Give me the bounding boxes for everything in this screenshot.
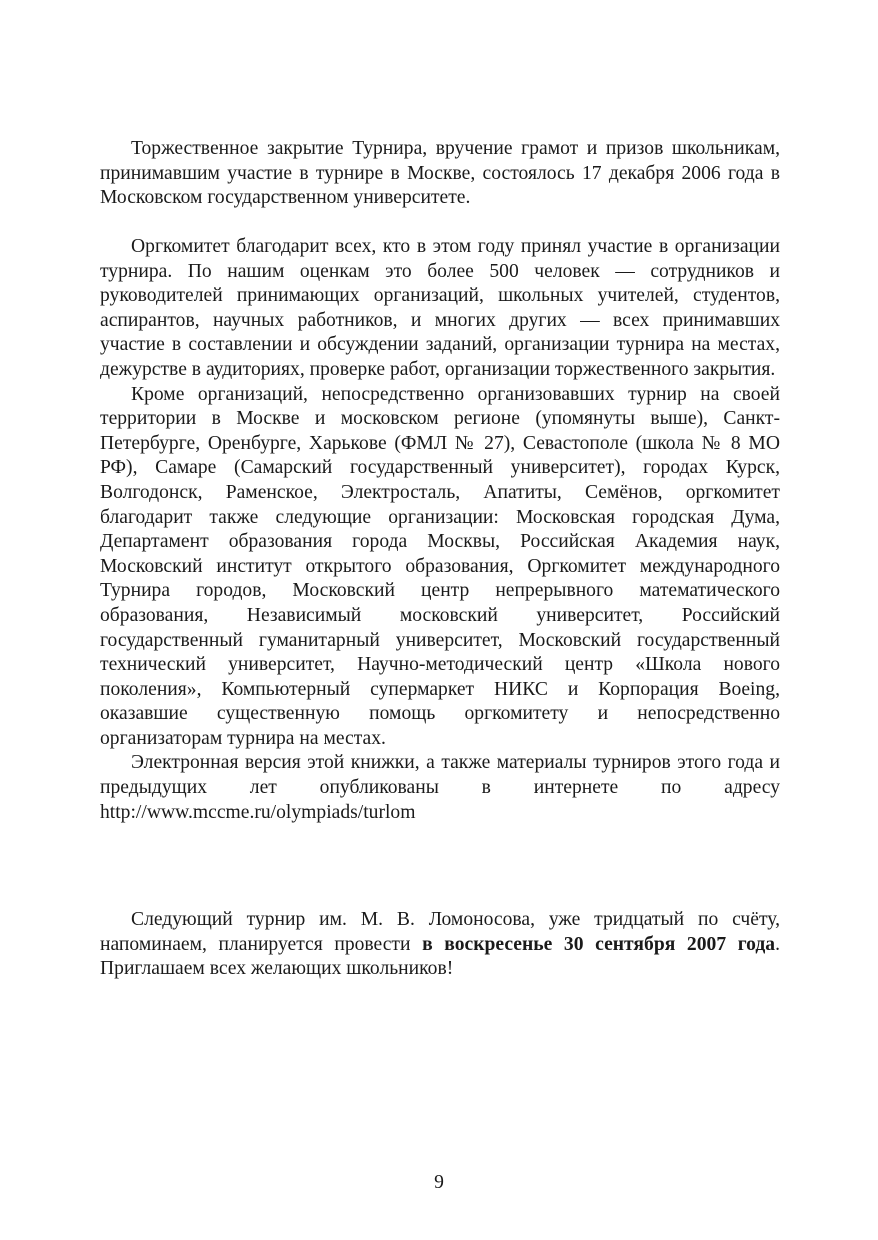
closing-ceremony-paragraph: Торжественное закрытие Турнира, вручение грамот и призов школьникам, принимавшим участие в турнире в Москве, состоялось 17 декабря 2006 года в Московском государственном университете. xyxy=(100,138,780,209)
acknowledgements-section xyxy=(100,235,780,825)
closing-ceremony-section xyxy=(100,137,780,211)
page-number: 9 xyxy=(434,1172,444,1193)
electronic-version-text: Электронная версия этой книжки, а также материалы турниров этого года и предыдущих лет опубликованы в интернете по адресу xyxy=(100,752,780,799)
next-tournament-paragraph xyxy=(100,908,780,982)
next-tournament-intro: Следующий турнир им. М. В. Ломоносова, уже тридцатый по счёту, напоминаем, планируется провести xyxy=(100,909,780,955)
next-tournament-section xyxy=(100,908,780,982)
electronic-version-paragraph xyxy=(100,751,780,825)
acknowledgements-paragraph-organizations: Кроме организаций, непосредственно организовавших турнир на своей территории в Москве и московском регионе (упомянуты выше), Санкт-Петербурге, Оренбурге, Харькове (ФМЛ № 27), Севастополе (школа № 8 МО РФ), Самаре (Самарский государственный университет), городах Курск, Волгодонск, Раменское, Электросталь, Апатиты, Семёнов, оргкомитет благодарит также следующие организации: Московская городская Дума, Департамент образования города Москвы, Российская Академия наук, Московский институт открытого образования, Оргкомитет международного Турнира городов, Московский центр непрерывного математического образования, Независимый московский университет, Российский государственный гуманитарный университет, Московский государственный технический университет, Научно-методический центр «Школа нового поколения», Компьютерный супермаркет НИКС и Корпорация Boeing, оказавшие существенную помощь оргкомитету и непосредственно организаторам турнира на местах. xyxy=(100,383,780,749)
website-url: http://www.mccme.ru/olympiads/turlom xyxy=(100,801,416,823)
next-tournament-outro: . Приглашаем всех желающих школьников! xyxy=(100,933,780,980)
acknowledgements-paragraph-volunteers: Оргкомитет благодарит всех, кто в этом году принял участие в организации турнира. По нашим оценкам это более 500 человек — сотрудников и руководителей принимающих организаций, школьных учителей, студентов, аспирантов, научных работников, и многих других — всех принимавших участие в составлении и обсуждении заданий, организации турнира на местах, дежурстве в аудиториях, проверке работ, организации торжественного закрытия. xyxy=(100,236,780,380)
next-tournament-date: в воскресенье 30 сентября 2007 года xyxy=(422,933,776,955)
